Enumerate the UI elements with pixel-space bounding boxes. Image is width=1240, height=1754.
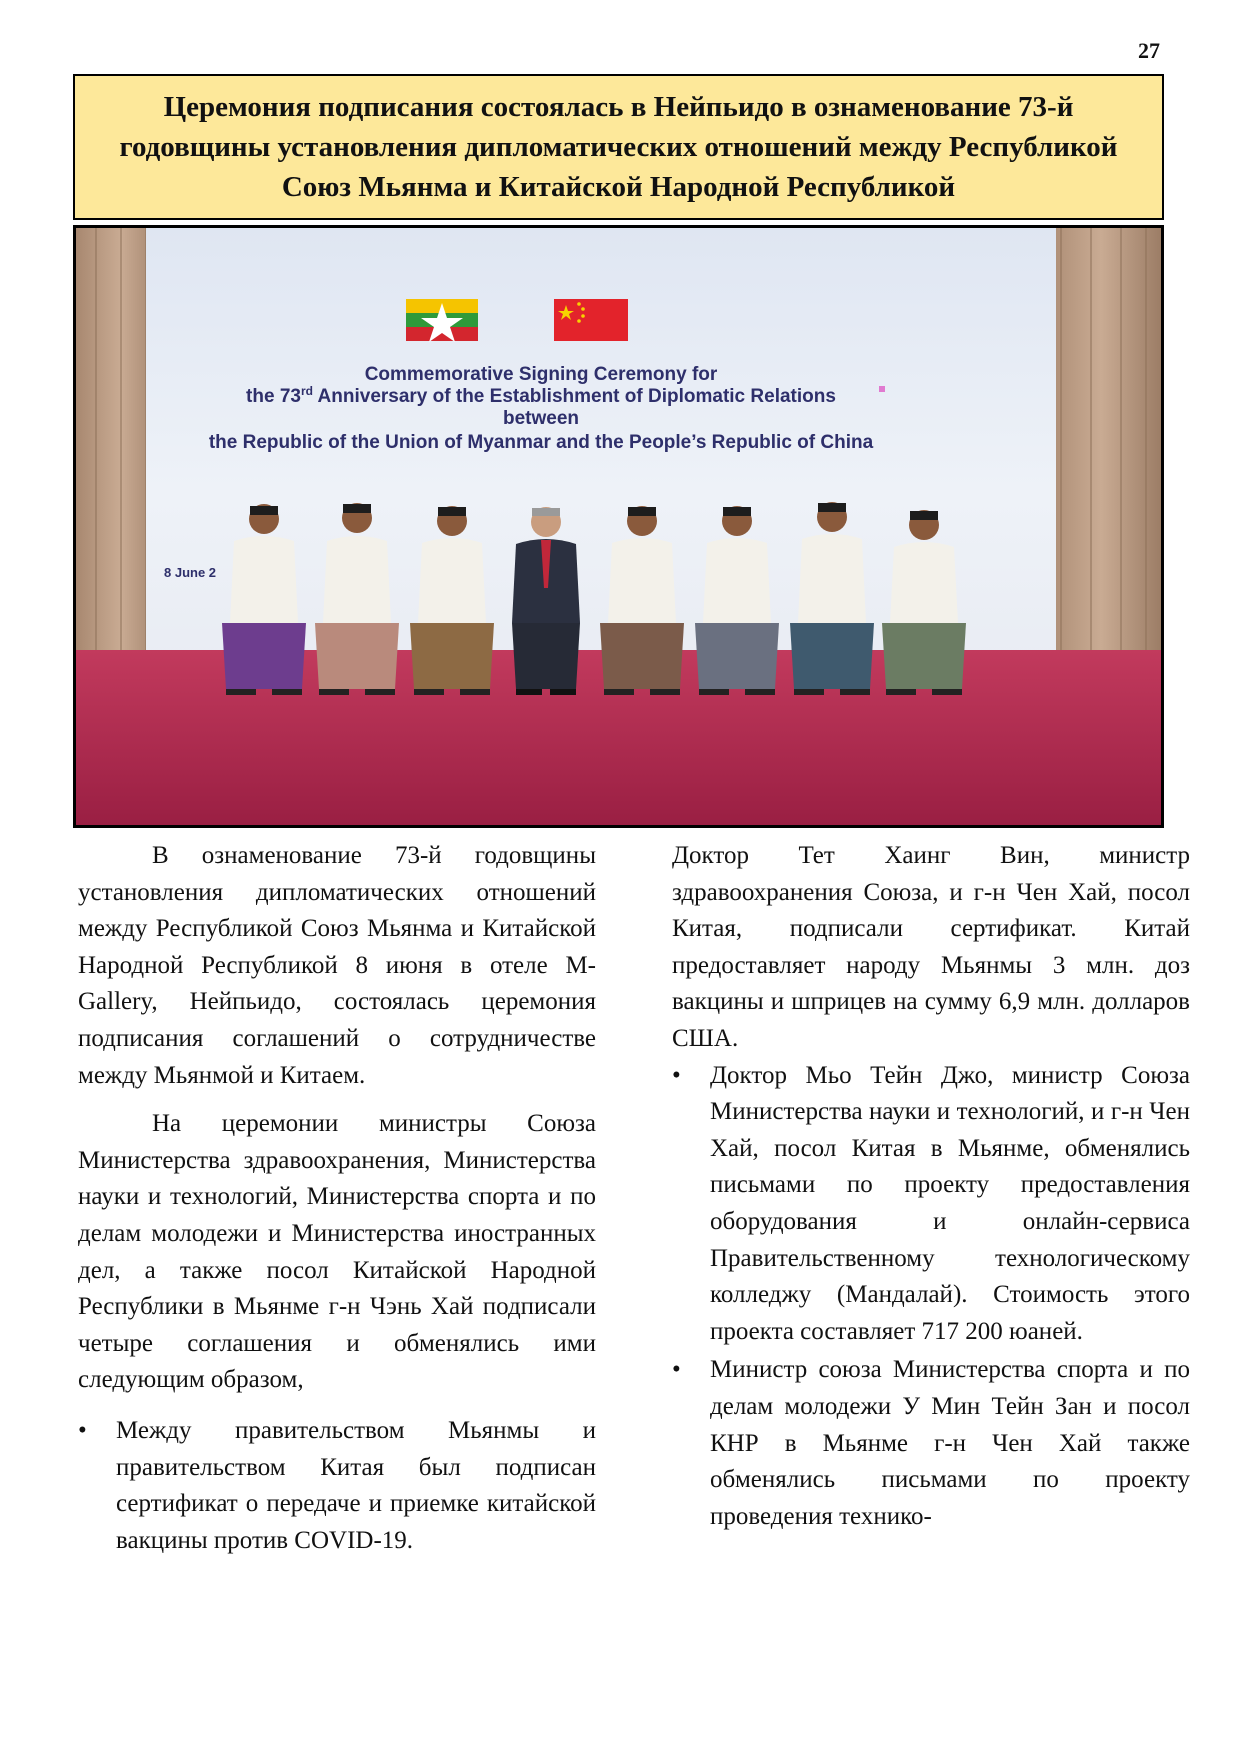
paragraph-ceremony: На церемонии министры Союза Министерства здравоохранения, Министерства науки и технологий, Министерства спорта и по делам молодежи и Министерства иностранных дел, а также посол Китайской Народной Республики в Мьянме г-н Чэнь Хай подписали четыре соглашения и обменялись ими следующим образом, bbox=[78, 1110, 596, 1394]
ceremony-photo bbox=[73, 225, 1164, 828]
title-box bbox=[73, 74, 1164, 220]
china-flag-icon bbox=[554, 299, 628, 341]
right-column bbox=[672, 838, 1190, 1535]
banner-line-4: the Republic of the Union of Myanmar and the People’s Republic of China bbox=[208, 432, 874, 453]
agreements-list-right bbox=[672, 1058, 1190, 1536]
ceremony-photo-illustration bbox=[76, 228, 1161, 825]
left-column bbox=[78, 838, 596, 1559]
page-number: 27 bbox=[1138, 38, 1160, 63]
list-item: • Министр союза Министерства спорта и по делам молодежи У Мин Тейн Зан и посол КНР в Мьянме г-н Чен Хай также обменялись письмами по проекту проведения технико- bbox=[672, 1352, 1190, 1535]
banner-line-3: between bbox=[502, 408, 580, 429]
banner-line-2: the 73rd Anniversary of the Establishment of Diplomatic Relations bbox=[246, 384, 836, 407]
agreements-list-left bbox=[78, 1413, 596, 1559]
list-item: • Между правительством Мьянмы и правительством Китая был подписан сертификат о передаче и приемке китайской вакцины против COVID-19. bbox=[78, 1413, 596, 1559]
myanmar-flag-icon bbox=[406, 299, 478, 342]
paragraph-continuation: Доктор Тет Хаинг Вин, министр здравоохранения Союза, и г-н Чен Хай, посол Китая, подписали сертификат. Китай предоставляет народу Мьянмы 3 млн. доз вакцины и шприцев на сумму 6,9 млн. долларов США. bbox=[672, 842, 1190, 1052]
banner-line-1: Commemorative Signing Ceremony for bbox=[364, 364, 718, 385]
banner-date-fragment: 8 June 2 bbox=[164, 565, 217, 580]
article-title: Церемония подписания состоялась в Нейпьидо в ознаменование 73-й годовщины установления дипломатических отношений между Республикой Союз Мьянма и Китайской Народной Республикой bbox=[119, 91, 1118, 203]
paragraph-intro: В ознаменование 73-й годовщины установления дипломатических отношений между Республикой Союз Мьянма и Китайской Народной Республикой 8 июня в отеле M-Gallery, Нейпьидо, состоялась церемония подписания соглашений о сотрудничестве между Мьянмой и Китаем. bbox=[78, 842, 596, 1089]
list-item: • Доктор Мьо Тейн Джо, министр Союза Министерства науки и технологий, и г-н Чен Хай, посол Китая в Мьянме, обменялись письмами по проекту предоставления оборудования и онлайн-сервиса Правительственному технологическому колледжу (Мандалай). Стоимость этого проекта составляет 717 200 юаней. bbox=[672, 1058, 1190, 1351]
